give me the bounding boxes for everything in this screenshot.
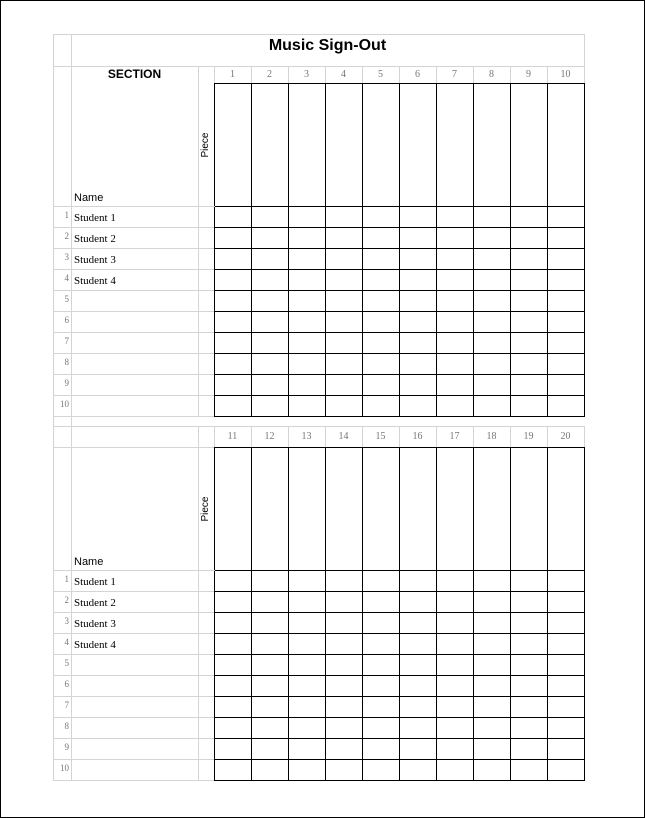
name-header: Name xyxy=(74,192,104,204)
signout-column-line xyxy=(436,447,437,781)
signout-column-line xyxy=(214,83,215,417)
column-number: 18 xyxy=(486,431,497,442)
signout-column-line xyxy=(288,83,289,417)
section-divider xyxy=(198,66,199,84)
name-row-line xyxy=(53,416,215,417)
name-row-line xyxy=(53,353,215,354)
page-title: Music Sign-Out xyxy=(268,37,387,54)
signout-row-line xyxy=(214,290,585,291)
signout-row-line xyxy=(214,633,585,634)
student-name: Student 2 xyxy=(74,233,116,245)
signout-column-line xyxy=(399,447,400,781)
signout-row-line xyxy=(214,311,585,312)
row-number: 4 xyxy=(64,273,69,283)
student-name: Student 4 xyxy=(74,639,116,651)
column-number: 5 xyxy=(378,69,383,80)
signout-header-line xyxy=(214,206,585,207)
column-number: 11 xyxy=(227,431,238,442)
signout-column-line xyxy=(510,447,511,781)
column-number: 17 xyxy=(449,431,460,442)
name-row-line xyxy=(53,311,215,312)
name-row-line xyxy=(53,570,215,571)
name-header: Name xyxy=(74,556,104,568)
column-number: 16 xyxy=(412,431,423,442)
signout-column-line xyxy=(251,83,252,417)
student-name: Student 1 xyxy=(74,576,116,588)
row-number: 9 xyxy=(64,742,69,752)
student-name: Student 1 xyxy=(74,212,116,224)
signout-row-line xyxy=(214,332,585,333)
signout-row-line xyxy=(214,696,585,697)
column-number: 14 xyxy=(338,431,349,442)
signout-row-line xyxy=(214,269,585,270)
name-row-line xyxy=(53,206,215,207)
piece-label: Piece xyxy=(200,496,211,522)
name-row-line xyxy=(53,780,215,781)
name-row-line xyxy=(53,717,215,718)
column-number-divider xyxy=(584,66,585,84)
signout-row-line xyxy=(214,759,585,760)
signout-row-line xyxy=(214,780,585,781)
row-number-divider xyxy=(71,34,72,781)
name-row-line xyxy=(53,332,215,333)
column-number: 19 xyxy=(523,431,534,442)
column-number: 3 xyxy=(304,69,309,80)
signout-row-line xyxy=(214,227,585,228)
signout-column-line xyxy=(214,447,215,781)
row-number: 5 xyxy=(64,658,69,668)
row-number: 6 xyxy=(64,315,69,325)
signout-column-line xyxy=(473,83,474,417)
row-number: 10 xyxy=(60,399,69,409)
column-number: 15 xyxy=(375,431,386,442)
signout-column-line xyxy=(584,83,585,417)
signout-column-line xyxy=(362,83,363,417)
signout-header-line xyxy=(214,570,585,571)
signout-row-line xyxy=(214,612,585,613)
name-row-line xyxy=(53,738,215,739)
signout-row-line xyxy=(214,738,585,739)
row-number: 1 xyxy=(64,210,69,220)
column-number: 4 xyxy=(341,69,346,80)
column-number: 2 xyxy=(267,69,272,80)
row-number: 4 xyxy=(64,637,69,647)
row-number: 1 xyxy=(64,574,69,584)
piece-divider xyxy=(198,83,199,417)
block-top-line xyxy=(53,447,215,448)
signout-column-line xyxy=(547,83,548,417)
piece-label: Piece xyxy=(200,132,211,158)
signout-row-line xyxy=(214,353,585,354)
signout-row-line xyxy=(214,654,585,655)
student-name: Student 3 xyxy=(74,254,116,266)
name-row-line xyxy=(53,675,215,676)
piece-divider xyxy=(198,447,199,781)
name-row-line xyxy=(53,395,215,396)
signout-column-line xyxy=(325,83,326,417)
spacer-divider xyxy=(198,426,199,448)
row-number: 8 xyxy=(64,721,69,731)
row-number: 9 xyxy=(64,378,69,388)
row-number: 6 xyxy=(64,679,69,689)
signout-row-line xyxy=(214,717,585,718)
column-number: 12 xyxy=(264,431,275,442)
name-row-line xyxy=(53,696,215,697)
column-number: 10 xyxy=(560,69,571,80)
name-row-line xyxy=(53,374,215,375)
signout-column-line xyxy=(399,83,400,417)
signout-column-line xyxy=(473,447,474,781)
signout-column-line xyxy=(584,447,585,781)
signout-row-line xyxy=(214,675,585,676)
signout-column-line xyxy=(510,83,511,417)
column-number: 9 xyxy=(526,69,531,80)
column-number: 13 xyxy=(301,431,312,442)
column-number: 20 xyxy=(560,431,571,442)
signout-column-line xyxy=(325,447,326,781)
signout-column-line xyxy=(288,447,289,781)
student-name: Student 3 xyxy=(74,618,116,630)
name-row-line xyxy=(53,759,215,760)
row-number: 8 xyxy=(64,357,69,367)
section-label: SECTION xyxy=(107,67,162,81)
signout-row-line xyxy=(214,248,585,249)
signout-column-line xyxy=(436,83,437,417)
column-number: 8 xyxy=(489,69,494,80)
row-number: 3 xyxy=(64,252,69,262)
signout-column-line xyxy=(251,447,252,781)
column-number-divider xyxy=(584,426,585,448)
row-number: 10 xyxy=(60,763,69,773)
row-number: 7 xyxy=(64,700,69,710)
row-number: 7 xyxy=(64,336,69,346)
spacer-row-line xyxy=(53,426,585,427)
signout-column-line xyxy=(362,447,363,781)
row-number: 5 xyxy=(64,294,69,304)
signout-row-line xyxy=(214,374,585,375)
signout-row-line xyxy=(214,395,585,396)
row-number: 3 xyxy=(64,616,69,626)
signout-row-line xyxy=(214,591,585,592)
student-name: Student 4 xyxy=(74,275,116,287)
column-number: 6 xyxy=(415,69,420,80)
column-number: 7 xyxy=(452,69,457,80)
column-number: 1 xyxy=(230,69,235,80)
signout-row-line xyxy=(214,416,585,417)
row-number: 2 xyxy=(64,595,69,605)
row-number: 2 xyxy=(64,231,69,241)
signout-column-line xyxy=(547,447,548,781)
student-name: Student 2 xyxy=(74,597,116,609)
